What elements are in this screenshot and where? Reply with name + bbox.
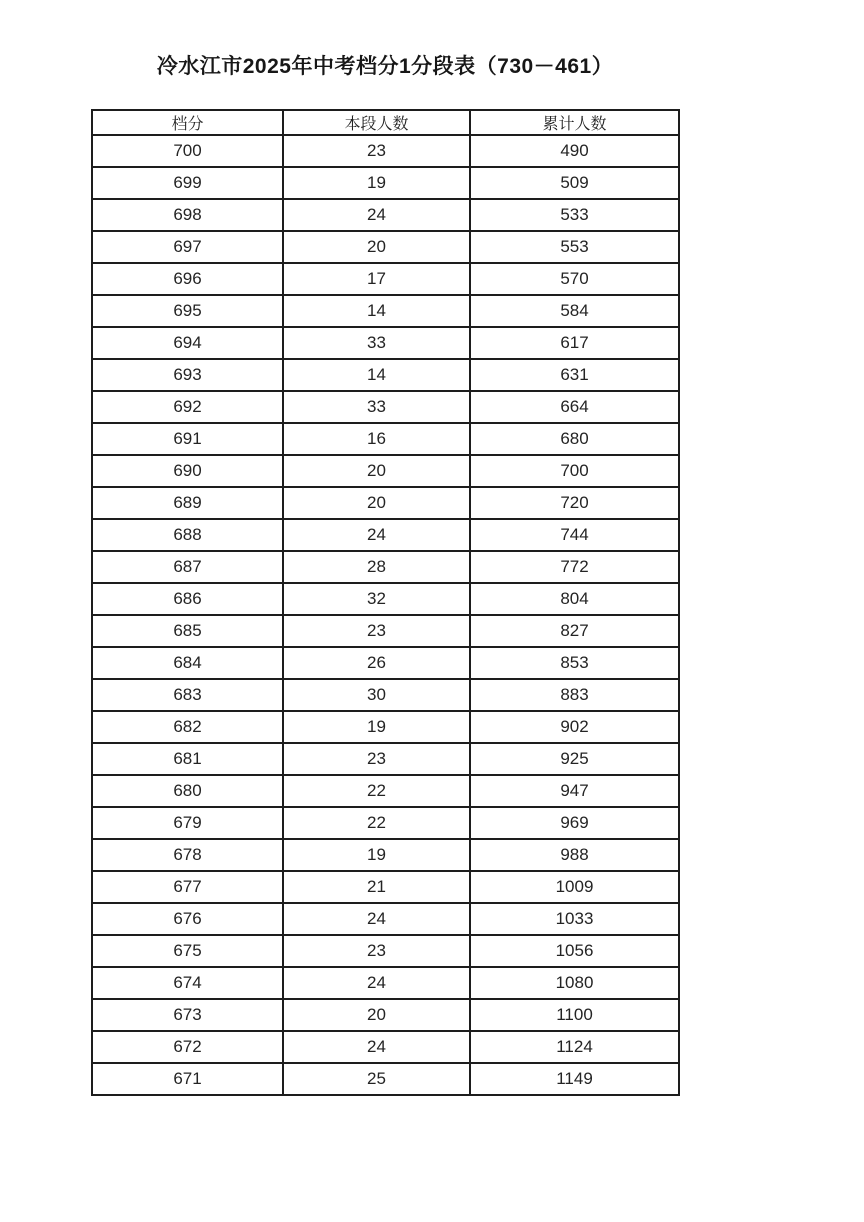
cell-segment-count: 14 [283, 295, 470, 327]
cell-cumulative-count: 827 [470, 615, 679, 647]
cell-cumulative-count: 631 [470, 359, 679, 391]
cell-score: 682 [92, 711, 283, 743]
table-row [92, 263, 679, 295]
cell-segment-count: 22 [283, 807, 470, 839]
cell-segment-count: 33 [283, 327, 470, 359]
table-row [92, 455, 679, 487]
cell-cumulative-count: 1100 [470, 999, 679, 1031]
cell-segment-count: 23 [283, 615, 470, 647]
cell-cumulative-count: 490 [470, 135, 679, 167]
cell-cumulative-count: 1033 [470, 903, 679, 935]
cell-segment-count: 21 [283, 871, 470, 903]
cell-segment-count: 20 [283, 487, 470, 519]
table-row [92, 679, 679, 711]
cell-cumulative-count: 772 [470, 551, 679, 583]
cell-segment-count: 24 [283, 1031, 470, 1063]
table-row [92, 519, 679, 551]
cell-cumulative-count: 533 [470, 199, 679, 231]
cell-score: 684 [92, 647, 283, 679]
cell-cumulative-count: 680 [470, 423, 679, 455]
cell-score: 679 [92, 807, 283, 839]
cell-cumulative-count: 804 [470, 583, 679, 615]
cell-segment-count: 19 [283, 711, 470, 743]
table-row [92, 615, 679, 647]
table-row [92, 999, 679, 1031]
table-row [92, 487, 679, 519]
cell-cumulative-count: 664 [470, 391, 679, 423]
cell-segment-count: 25 [283, 1063, 470, 1095]
cell-segment-count: 20 [283, 999, 470, 1031]
column-header-score: 档分 [92, 110, 283, 135]
cell-segment-count: 14 [283, 359, 470, 391]
cell-cumulative-count: 553 [470, 231, 679, 263]
cell-score: 677 [92, 871, 283, 903]
cell-segment-count: 23 [283, 935, 470, 967]
cell-score: 693 [92, 359, 283, 391]
table-row [92, 935, 679, 967]
cell-score: 690 [92, 455, 283, 487]
table-row [92, 551, 679, 583]
cell-segment-count: 24 [283, 519, 470, 551]
cell-cumulative-count: 1056 [470, 935, 679, 967]
table-row [92, 1031, 679, 1063]
cell-segment-count: 20 [283, 231, 470, 263]
score-distribution-table [91, 109, 680, 1096]
table-row [92, 1063, 679, 1095]
table-row [92, 743, 679, 775]
cell-score: 672 [92, 1031, 283, 1063]
cell-cumulative-count: 883 [470, 679, 679, 711]
cell-cumulative-count: 925 [470, 743, 679, 775]
cell-segment-count: 19 [283, 839, 470, 871]
cell-cumulative-count: 584 [470, 295, 679, 327]
cell-cumulative-count: 570 [470, 263, 679, 295]
cell-segment-count: 30 [283, 679, 470, 711]
table-row [92, 359, 679, 391]
cell-score: 681 [92, 743, 283, 775]
cell-score: 688 [92, 519, 283, 551]
cell-segment-count: 22 [283, 775, 470, 807]
cell-segment-count: 16 [283, 423, 470, 455]
cell-cumulative-count: 744 [470, 519, 679, 551]
table-row [92, 199, 679, 231]
cell-segment-count: 23 [283, 743, 470, 775]
table-row [92, 423, 679, 455]
cell-cumulative-count: 969 [470, 807, 679, 839]
table-row [92, 167, 679, 199]
table-row [92, 967, 679, 999]
cell-cumulative-count: 720 [470, 487, 679, 519]
column-header-segment-count: 本段人数 [283, 110, 470, 135]
table-row [92, 583, 679, 615]
cell-score: 696 [92, 263, 283, 295]
table-header [92, 110, 679, 135]
cell-cumulative-count: 902 [470, 711, 679, 743]
cell-score: 695 [92, 295, 283, 327]
cell-segment-count: 28 [283, 551, 470, 583]
cell-segment-count: 24 [283, 903, 470, 935]
table-row [92, 839, 679, 871]
cell-score: 700 [92, 135, 283, 167]
cell-score: 686 [92, 583, 283, 615]
cell-cumulative-count: 1009 [470, 871, 679, 903]
cell-cumulative-count: 853 [470, 647, 679, 679]
cell-cumulative-count: 947 [470, 775, 679, 807]
cell-segment-count: 17 [283, 263, 470, 295]
cell-cumulative-count: 509 [470, 167, 679, 199]
cell-score: 691 [92, 423, 283, 455]
cell-cumulative-count: 700 [470, 455, 679, 487]
cell-cumulative-count: 1124 [470, 1031, 679, 1063]
table-row [92, 775, 679, 807]
cell-score: 687 [92, 551, 283, 583]
page-title: 冷水江市2025年中考档分1分段表（730－461） [156, 55, 614, 78]
cell-score: 680 [92, 775, 283, 807]
cell-cumulative-count: 617 [470, 327, 679, 359]
cell-cumulative-count: 1080 [470, 967, 679, 999]
cell-score: 694 [92, 327, 283, 359]
cell-score: 698 [92, 199, 283, 231]
cell-score: 697 [92, 231, 283, 263]
table-row [92, 391, 679, 423]
cell-segment-count: 19 [283, 167, 470, 199]
cell-score: 685 [92, 615, 283, 647]
table-row [92, 231, 679, 263]
cell-score: 699 [92, 167, 283, 199]
cell-segment-count: 33 [283, 391, 470, 423]
cell-score: 676 [92, 903, 283, 935]
cell-cumulative-count: 1149 [470, 1063, 679, 1095]
cell-segment-count: 26 [283, 647, 470, 679]
table-row [92, 807, 679, 839]
table-header-row [92, 110, 679, 135]
cell-score: 671 [92, 1063, 283, 1095]
table-row [92, 871, 679, 903]
cell-score: 683 [92, 679, 283, 711]
cell-score: 675 [92, 935, 283, 967]
cell-segment-count: 23 [283, 135, 470, 167]
cell-score: 673 [92, 999, 283, 1031]
cell-score: 674 [92, 967, 283, 999]
cell-cumulative-count: 988 [470, 839, 679, 871]
cell-segment-count: 32 [283, 583, 470, 615]
cell-score: 689 [92, 487, 283, 519]
column-header-cumulative-count: 累计人数 [470, 110, 679, 135]
cell-segment-count: 24 [283, 199, 470, 231]
table-body [92, 135, 679, 1095]
table-row [92, 903, 679, 935]
cell-score: 678 [92, 839, 283, 871]
table-row [92, 327, 679, 359]
table-row [92, 647, 679, 679]
table-row [92, 295, 679, 327]
table-row [92, 135, 679, 167]
cell-segment-count: 24 [283, 967, 470, 999]
cell-score: 692 [92, 391, 283, 423]
cell-segment-count: 20 [283, 455, 470, 487]
table-row [92, 711, 679, 743]
